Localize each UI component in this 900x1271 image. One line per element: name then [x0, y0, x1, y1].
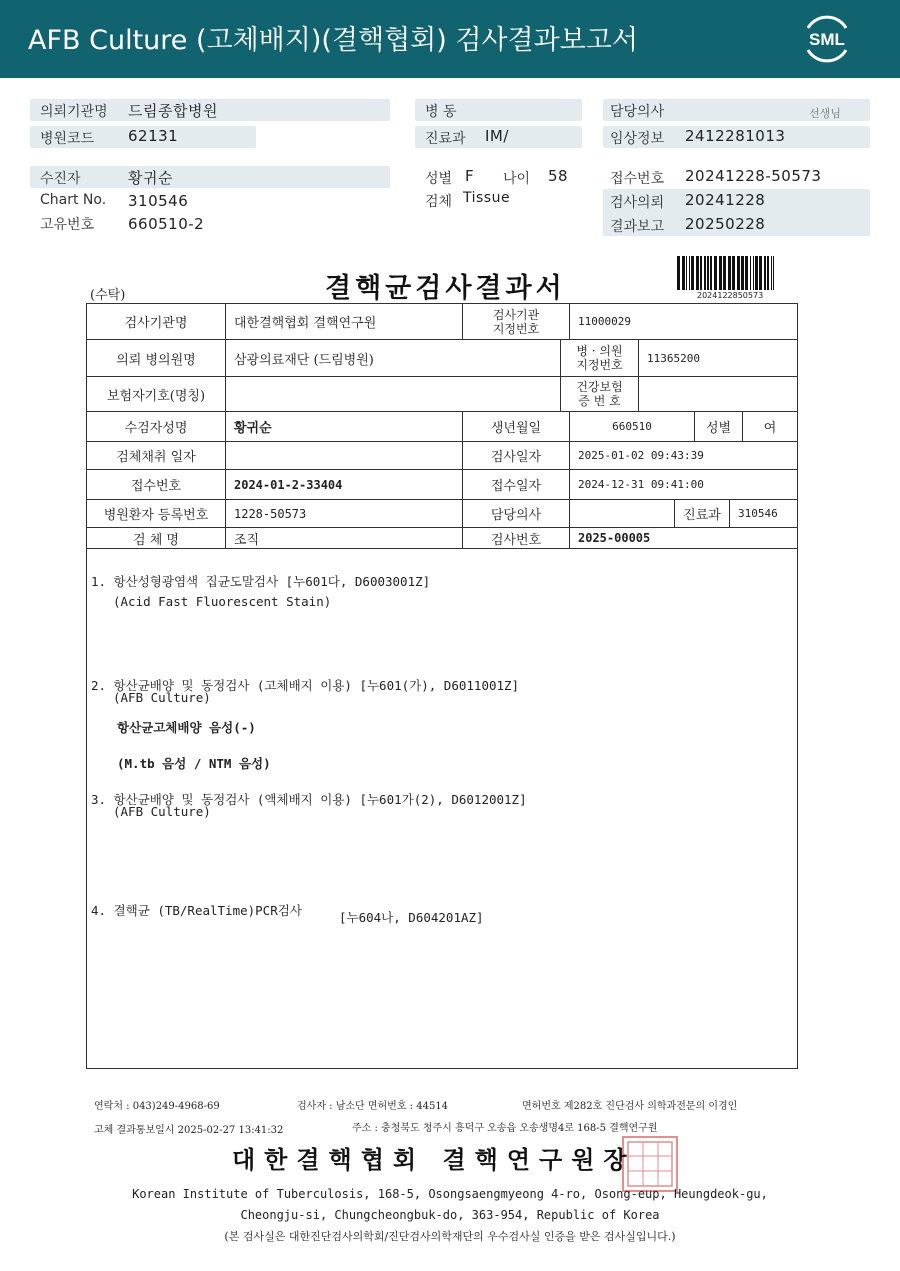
- age-label: 나이: [503, 171, 531, 187]
- results-box: [86, 548, 798, 1069]
- organization-name: 대한결핵협회 결핵연구원장: [232, 1145, 636, 1174]
- sml-logo: [800, 14, 854, 64]
- patient-value: 황귀순: [128, 169, 173, 187]
- test-no-label: 검사번호: [462, 527, 570, 549]
- result-item-3-en: (AFB Culture): [113, 804, 211, 819]
- doc-dept-value: 310546: [729, 499, 798, 528]
- request-date-label: 검사의뢰: [610, 195, 665, 211]
- barcode-bar: [691, 256, 694, 290]
- footer-address-ko: 주소 : 충청북도 청주시 흥덕구 오송읍 오송생명4로 168-5 결핵연구원: [352, 1123, 658, 1134]
- report-date-label: 결과보고: [610, 219, 665, 235]
- report-title: AFB Culture (고체배지)(결핵협회) 검사결과보고서: [28, 25, 638, 56]
- chart-label: Chart No.: [40, 192, 107, 208]
- specimen-name-label: 검 체 명: [86, 527, 226, 549]
- barcode-bar: [714, 256, 717, 290]
- lab-no-label: [462, 303, 570, 340]
- result-item-2-result: 항산균고체배양 음성(-): [117, 720, 256, 735]
- result-item-4: 4. 결핵균 (TB/RealTime)PCR검사: [91, 903, 302, 918]
- birth-value: 660510: [569, 411, 695, 442]
- request-date-value: 20241228: [685, 191, 766, 209]
- requester-label: 의뢰기관명: [40, 104, 108, 120]
- footer-contact: 연락처 : 043)249-4968-69: [94, 1101, 220, 1112]
- chart-value: 310546: [128, 192, 189, 210]
- unique-no-label: 고유번호: [40, 217, 95, 233]
- receipt-date-value: 2024-12-31 09:41:00: [569, 469, 798, 500]
- req-hospital-label: 의뢰 병의원명: [86, 339, 226, 377]
- reg-no-label: 병원환자 등록번호: [86, 499, 226, 528]
- birth-label: 생년월일: [462, 411, 570, 442]
- hosp-no-label-line2: 지정번호: [576, 358, 623, 372]
- test-date-value: 2025-01-02 09:43:39: [569, 441, 798, 470]
- subject-value: 황귀순: [225, 411, 463, 442]
- document-title: 결핵균검사결과서: [325, 273, 566, 304]
- req-hospital-value: 삼광의료재단 (드림병원): [225, 339, 561, 377]
- lab-no-label-line2: 지정번호: [492, 321, 540, 336]
- physician-value: [569, 499, 675, 528]
- subject-label: 수검자성명: [86, 411, 226, 442]
- clinical-value: 2412281013: [685, 127, 786, 145]
- hosp-no-label: [560, 339, 639, 377]
- barcode-bar: [723, 256, 726, 290]
- barcode-bar: [732, 256, 735, 290]
- barcode-bar: [773, 256, 774, 290]
- barcode-bar: [704, 256, 706, 290]
- test-no-value: 2025-00005: [569, 527, 798, 549]
- lab-no-value: 11000029: [569, 303, 798, 340]
- result-item-2-result-detail: (M.tb 음성 / NTM 음성): [117, 756, 271, 771]
- doc-receipt-value: 2024-01-2-33404: [225, 469, 463, 500]
- footer-certification: (본 검사실은 대한진단검사의학회/진단검사의학재단의 우수검사실 인증을 받은 검사실입니다.): [224, 1230, 676, 1243]
- barcode-bar: [759, 256, 762, 290]
- barcode-bar: [767, 256, 769, 290]
- reg-no-value: 1228-50573: [225, 499, 463, 528]
- doctor-label: 담당의사: [610, 104, 665, 120]
- lab-no-label-line1: 검사기관: [492, 307, 540, 322]
- barcode-bar: [700, 256, 702, 290]
- footer-notice-time: 고체 결과통보일시 2025-02-27 13:41:32: [94, 1125, 284, 1136]
- barcode-bar: [696, 256, 699, 290]
- subject-sex-label: 성별: [694, 411, 743, 442]
- collect-date-label: 검체채취 일자: [86, 441, 226, 470]
- lab-name-label: 검사기관명: [86, 303, 226, 340]
- doc-receipt-label: 접수번호: [86, 469, 226, 500]
- result-item-3: 3. 항산균배양 및 동정검사 (액체배지 이용) [누601가(2), D6012001Z]: [91, 792, 527, 807]
- footer-license: 면허번호 제282호 진단검사 의학과전문의 이경인: [522, 1101, 738, 1112]
- hosp-no-value: 11365200: [638, 339, 798, 377]
- barcode-bar: [689, 256, 690, 290]
- requester-value: 드림종합병원: [128, 102, 218, 120]
- report-date-value: 20250228: [685, 215, 766, 233]
- hospital-code-value: 62131: [128, 127, 179, 145]
- barcode-bar: [710, 256, 712, 290]
- barcode-bar: [737, 256, 740, 290]
- footer-address-en-2: Cheongju-si, Chungcheongbuk-do, 363-954, Republic of Korea: [240, 1208, 660, 1222]
- barcode-bar: [686, 256, 687, 290]
- health-no-value: [638, 376, 798, 412]
- patient-row: [30, 166, 390, 188]
- sex-value: F: [465, 167, 475, 185]
- sex-label: 성별: [425, 171, 453, 187]
- receipt-value: 20241228-50573: [685, 167, 822, 185]
- barcode-bar: [719, 256, 722, 290]
- health-no-label-line1: 건강보험: [576, 380, 623, 394]
- lab-name-value: 대한결핵협회 결핵연구원: [225, 303, 463, 340]
- subject-sex-value: 여: [742, 411, 798, 442]
- sml-logo-text: SML: [809, 30, 845, 49]
- ward-label: 병 동: [425, 104, 457, 120]
- health-no-label-line2: 증 번 호: [578, 394, 621, 408]
- receipt-date-label: 접수일자: [462, 469, 570, 500]
- barcode-bar: [728, 256, 731, 290]
- result-item-2: 2. 항산균배양 및 동정검사 (고체배지 이용) [누601(가), D6011001Z]: [91, 678, 520, 693]
- hospital-code-label: 병원코드: [40, 131, 95, 147]
- footer-tester: 검사자 : 남소단 면허번호 : 44514: [297, 1101, 449, 1112]
- result-item-2-en: (AFB Culture): [113, 690, 211, 705]
- result-item-1-en: (Acid Fast Fluorescent Stain): [113, 594, 332, 609]
- insured-value: [225, 376, 561, 412]
- specimen-label: 검체: [425, 194, 453, 210]
- physician-label: 담당의사: [462, 499, 570, 528]
- barcode-bar: [682, 256, 685, 290]
- doctor-suffix: 선생님: [809, 107, 841, 120]
- specimen-value: Tissue: [463, 190, 511, 206]
- receipt-label: 접수번호: [610, 171, 665, 187]
- barcode-bar: [755, 256, 758, 290]
- report-header: [0, 0, 900, 78]
- barcode-bar: [707, 256, 709, 290]
- hosp-no-label-line1: 병 · 의원: [576, 344, 623, 358]
- dept-value: IM/: [485, 127, 509, 145]
- insured-label: 보험자기호(명칭): [86, 376, 226, 412]
- barcode-bar: [677, 256, 680, 290]
- footer-address-en-1: Korean Institute of Tuberculosis, 168-5, Osongsaengmyeong 4-ro, Osong-eup, Heungdeok-gu,: [132, 1187, 768, 1201]
- age-value: 58: [548, 167, 569, 185]
- barcode-bar: [764, 256, 766, 290]
- clinical-label: 임상정보: [610, 131, 665, 147]
- test-date-label: 검사일자: [462, 441, 570, 470]
- specimen-name-value: 조직: [225, 527, 463, 549]
- barcode-bar: [741, 256, 744, 290]
- doc-dept-label: 진료과: [674, 499, 730, 528]
- unique-no-value: 660510-2: [128, 215, 205, 233]
- patient-label: 수진자: [40, 171, 81, 187]
- barcode-bar: [771, 256, 772, 290]
- document-kind: (수탁): [90, 288, 126, 303]
- result-item-1: 1. 항산성형광염색 집균도말검사 [누601다, D6003001Z]: [91, 574, 431, 589]
- health-no-label: [560, 376, 639, 412]
- barcode-bar: [750, 256, 751, 290]
- collect-date-value: [225, 441, 463, 470]
- dept-label: 진료과: [425, 131, 466, 147]
- result-item-4-code: [누604나, D604201AZ]: [339, 910, 484, 925]
- barcode-number: 2024122850573: [697, 291, 764, 300]
- barcode: [675, 256, 797, 290]
- barcode-bar: [753, 256, 754, 290]
- barcode-bar: [745, 256, 748, 290]
